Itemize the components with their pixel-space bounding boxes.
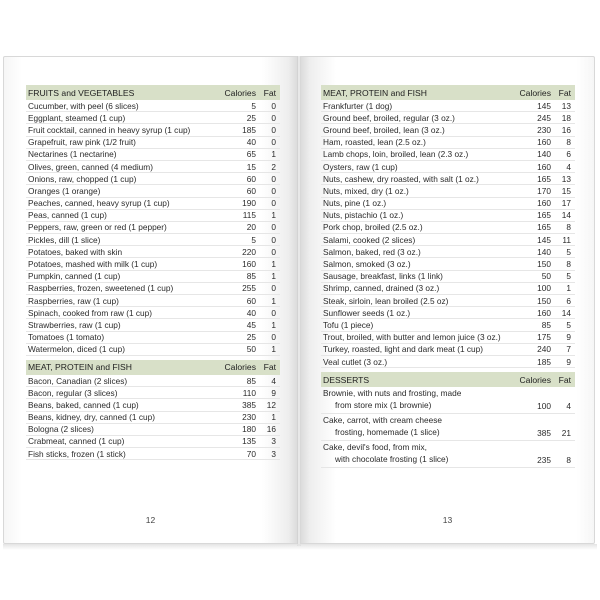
food-fat: 0: [271, 307, 276, 318]
food-row: [26, 399, 280, 411]
food-name: Peppers, raw, green or red (1 pepper): [28, 222, 167, 233]
food-name: Pickles, dill (1 slice): [28, 234, 101, 245]
food-row: [26, 307, 280, 319]
food-calories: 165: [537, 222, 551, 233]
calories-header: Calories: [224, 87, 256, 98]
food-fat: 6: [566, 149, 571, 160]
food-fat: 12: [266, 399, 276, 410]
food-fat: 4: [271, 375, 276, 386]
food-name: Oysters, raw (1 cup): [323, 161, 398, 172]
food-fat: 1: [271, 412, 276, 423]
food-calories: 190: [242, 198, 256, 209]
food-row: [26, 234, 280, 246]
food-calories: 40: [246, 137, 256, 148]
food-name: Bologna (2 slices): [28, 424, 94, 435]
food-name: Pork chop, broiled (2.5 oz.): [323, 222, 423, 233]
food-calories: 145: [537, 100, 551, 111]
food-calories: 45: [246, 319, 256, 330]
food-fat: 0: [271, 234, 276, 245]
food-calories: 170: [537, 185, 551, 196]
food-row: [26, 344, 280, 356]
food-calories: 5: [251, 100, 256, 111]
food-fat: 16: [561, 124, 571, 135]
food-calories: 145: [537, 234, 551, 245]
food-fat: 1: [271, 271, 276, 282]
food-fat: 1: [271, 319, 276, 330]
food-name-line1: Cake, carrot, with cream cheese: [323, 415, 442, 426]
food-row: [321, 258, 575, 270]
food-name-line1: Brownie, with nuts and frosting, made: [323, 388, 462, 399]
food-name: Trout, broiled, with butter and lemon juice (3 oz.): [323, 332, 501, 343]
food-name: Raspberries, frozen, sweetened (1 cup): [28, 283, 174, 294]
food-row: [321, 149, 575, 161]
food-calories: 185: [242, 124, 256, 135]
food-fat: 9: [271, 387, 276, 398]
food-name-line1: Cake, devil's food, from mix,: [323, 442, 427, 453]
food-calories: 160: [242, 259, 256, 270]
food-row: [321, 319, 575, 331]
food-calories: 60: [246, 173, 256, 184]
food-calories: 165: [537, 173, 551, 184]
food-calories: 85: [246, 271, 256, 282]
food-name: Bacon, Canadian (2 slices): [28, 375, 128, 386]
food-row: [321, 137, 575, 149]
food-name: Pumpkin, canned (1 cup): [28, 271, 121, 282]
food-name: Oranges (1 orange): [28, 185, 101, 196]
fat-header: Fat: [558, 87, 571, 98]
food-name: Olives, green, canned (4 medium): [28, 161, 153, 172]
food-fat: 14: [561, 210, 571, 221]
food-calories: 100: [537, 283, 551, 294]
food-row: [26, 112, 280, 124]
food-calories: 140: [537, 246, 551, 257]
food-calories: 135: [242, 436, 256, 447]
food-row: [26, 149, 280, 161]
food-calories: 115: [242, 210, 256, 221]
food-fat: 2: [271, 161, 276, 172]
food-name: Nuts, mixed, dry (1 oz.): [323, 185, 409, 196]
food-name: Onions, raw, chopped (1 cup): [28, 173, 137, 184]
food-name: Turkey, roasted, light and dark meat (1 cup): [323, 344, 484, 355]
food-calories: 110: [242, 387, 256, 398]
food-row: [26, 283, 280, 295]
food-fat: 0: [271, 246, 276, 257]
food-calories: 150: [537, 295, 551, 306]
section-header: [321, 85, 575, 100]
food-name: Nuts, pistachio (1 oz.): [323, 210, 404, 221]
food-name: Salmon, baked, red (3 oz.): [323, 246, 421, 257]
food-fat: 0: [271, 283, 276, 294]
food-calories: 180: [242, 424, 256, 435]
food-calories: 175: [537, 332, 551, 343]
food-calories: 160: [537, 198, 551, 209]
food-row: [26, 319, 280, 331]
food-row: [321, 124, 575, 136]
food-name: Grapefruit, raw pink (1/2 fruit): [28, 137, 136, 148]
food-calories: 165: [537, 210, 551, 221]
food-fat: 18: [561, 112, 571, 123]
food-fat: 0: [271, 124, 276, 135]
food-calories: 60: [246, 185, 256, 196]
food-row: [26, 271, 280, 283]
food-row: [321, 210, 575, 222]
food-fat: 4: [566, 161, 571, 172]
food-calories: 15: [246, 161, 256, 172]
food-row: [321, 332, 575, 344]
food-calories: 25: [246, 112, 256, 123]
food-fat: 0: [271, 222, 276, 233]
food-row: [321, 198, 575, 210]
calories-header: Calories: [519, 87, 551, 98]
food-row: [321, 100, 575, 112]
food-fat: 8: [566, 137, 571, 148]
food-row: [26, 412, 280, 424]
food-name: Peas, canned (1 cup): [28, 210, 107, 221]
calories-header: Calories: [519, 374, 551, 385]
food-calories: 100: [537, 401, 551, 412]
food-fat: 1: [271, 210, 276, 221]
food-name: [321, 442, 507, 465]
right-page: [300, 56, 595, 544]
food-name: Eggplant, steamed (1 cup): [28, 112, 126, 123]
food-row: [26, 137, 280, 149]
food-row: [26, 332, 280, 344]
food-name: Potatoes, mashed with milk (1 cup): [28, 259, 158, 270]
food-fat: 1: [566, 283, 571, 294]
food-fat: 0: [271, 198, 276, 209]
food-fat: 0: [271, 137, 276, 148]
food-fat: 0: [271, 173, 276, 184]
food-row: [26, 173, 280, 185]
food-calories: 150: [537, 259, 551, 270]
food-calories: 20: [246, 222, 256, 233]
food-name: Tomatoes (1 tomato): [28, 332, 105, 343]
section-title: MEAT, PROTEIN and FISH: [323, 87, 427, 98]
section-title: DESSERTS: [323, 374, 370, 385]
food-fat: 6: [566, 295, 571, 306]
left-page-content: [26, 85, 280, 460]
food-calories: 65: [246, 149, 256, 160]
food-name: Bacon, regular (3 slices): [28, 387, 118, 398]
food-row: [321, 246, 575, 258]
food-fat: 1: [271, 149, 276, 160]
page-number-right: 13: [442, 515, 453, 525]
food-fat: 9: [566, 356, 571, 367]
food-name: Peaches, canned, heavy syrup (1 cup): [28, 198, 170, 209]
food-name: Cucumber, with peel (6 slices): [28, 100, 139, 111]
food-fat: 9: [566, 332, 571, 343]
food-name: Crabmeat, canned (1 cup): [28, 436, 125, 447]
food-name: Sunflower seeds (1 oz.): [323, 307, 411, 318]
food-fat: 5: [566, 319, 571, 330]
food-fat: 1: [271, 259, 276, 270]
food-row: [321, 234, 575, 246]
food-calories: 40: [246, 307, 256, 318]
food-name: Beans, kidney, dry, canned (1 cup): [28, 412, 155, 423]
food-calories: 25: [246, 332, 256, 343]
food-name: Watermelon, diced (1 cup): [28, 344, 125, 355]
food-name: Veal cutlet (3 oz.): [323, 356, 388, 367]
section-header: [26, 360, 280, 375]
food-calories: 5: [251, 234, 256, 245]
food-fat: 13: [561, 100, 571, 111]
section-header: [321, 372, 575, 387]
food-fat: 4: [566, 401, 571, 412]
food-name: [321, 415, 507, 438]
food-row: [321, 414, 575, 441]
food-name: Salami, cooked (2 slices): [323, 234, 416, 245]
page-shadow: [3, 544, 597, 550]
food-fat: 1: [271, 344, 276, 355]
food-fat: 8: [566, 259, 571, 270]
food-name: [321, 388, 507, 411]
food-name: Ground beef, broiled, lean (3 oz.): [323, 124, 445, 135]
food-calories: 185: [537, 356, 551, 367]
food-row: [321, 173, 575, 185]
food-calories: 230: [242, 412, 256, 423]
food-name: Fruit cocktail, canned in heavy syrup (1 cup): [28, 124, 191, 135]
food-name: Nuts, cashew, dry roasted, with salt (1 oz.): [323, 173, 479, 184]
food-calories: 220: [242, 246, 256, 257]
food-row: [26, 198, 280, 210]
food-name: Spinach, cooked from raw (1 cup): [28, 307, 153, 318]
food-row: [321, 112, 575, 124]
food-name: Frankfurter (1 dog): [323, 100, 393, 111]
food-name: Nectarines (1 nectarine): [28, 149, 117, 160]
food-row: [321, 356, 575, 368]
food-fat: 8: [566, 455, 571, 466]
food-fat: 0: [271, 185, 276, 196]
food-row: [321, 387, 575, 414]
food-name: Steak, sirloin, lean broiled (2.5 oz): [323, 295, 449, 306]
food-calories: 245: [537, 112, 551, 123]
section-header: [26, 85, 280, 100]
food-row: [26, 387, 280, 399]
food-row: [26, 258, 280, 270]
food-fat: 14: [561, 307, 571, 318]
food-row: [321, 161, 575, 173]
food-name: Tofu (1 piece): [323, 319, 374, 330]
food-name: Lamb chops, loin, broiled, lean (2.3 oz.): [323, 149, 469, 160]
food-fat: 7: [566, 344, 571, 355]
section-title: FRUITS and VEGETABLES: [28, 87, 135, 98]
food-row: [26, 448, 280, 460]
food-row: [26, 100, 280, 112]
food-name-line2: with chocolate frosting (1 slice): [335, 453, 449, 464]
fat-header: Fat: [263, 87, 276, 98]
food-fat: 16: [266, 424, 276, 435]
food-calories: 385: [537, 428, 551, 439]
food-fat: 3: [271, 436, 276, 447]
food-row: [321, 344, 575, 356]
food-name-line2: frosting, homemade (1 slice): [335, 426, 440, 437]
food-fat: 11: [562, 234, 571, 245]
food-row: [321, 222, 575, 234]
food-calories: 50: [246, 344, 256, 355]
food-fat: 3: [271, 448, 276, 459]
food-row: [321, 441, 575, 468]
food-fat: 1: [271, 295, 276, 306]
food-row: [26, 436, 280, 448]
food-fat: 0: [271, 332, 276, 343]
food-row: [26, 375, 280, 387]
calories-header: Calories: [224, 362, 256, 373]
food-row: [321, 295, 575, 307]
food-fat: 5: [566, 246, 571, 257]
food-calories: 60: [246, 295, 256, 306]
food-name: Sausage, breakfast, links (1 link): [323, 271, 443, 282]
food-calories: 160: [537, 161, 551, 172]
food-calories: 140: [537, 149, 551, 160]
food-name: Ground beef, broiled, regular (3 oz.): [323, 112, 455, 123]
food-calories: 70: [246, 448, 256, 459]
food-row: [26, 124, 280, 136]
food-name: Ham, roasted, lean (2.5 oz.): [323, 137, 426, 148]
food-fat: 5: [566, 271, 571, 282]
fat-header: Fat: [263, 362, 276, 373]
left-page: [3, 56, 298, 544]
food-calories: 85: [246, 375, 256, 386]
food-name: Strawberries, raw (1 cup): [28, 319, 121, 330]
food-row: [321, 283, 575, 295]
food-name-line2: from store mix (1 brownie): [335, 399, 432, 410]
food-calories: 255: [242, 283, 256, 294]
food-fat: 15: [561, 185, 571, 196]
food-row: [26, 210, 280, 222]
open-booklet: [3, 56, 597, 548]
food-fat: 21: [561, 428, 571, 439]
food-name: Salmon, smoked (3 oz.): [323, 259, 411, 270]
food-row: [26, 161, 280, 173]
food-row: [26, 424, 280, 436]
food-calories: 385: [242, 399, 256, 410]
right-page-content: [321, 85, 575, 468]
food-calories: 235: [537, 455, 551, 466]
food-calories: 50: [541, 271, 551, 282]
food-fat: 0: [271, 100, 276, 111]
page-number-left: 12: [145, 515, 156, 525]
food-calories: 160: [537, 137, 551, 148]
food-row: [321, 307, 575, 319]
food-fat: 0: [271, 112, 276, 123]
food-calories: 240: [537, 344, 551, 355]
food-row: [26, 185, 280, 197]
food-name: Beans, baked, canned (1 cup): [28, 399, 139, 410]
food-name: Nuts, pine (1 oz.): [323, 198, 387, 209]
food-row: [26, 295, 280, 307]
food-fat: 17: [561, 198, 571, 209]
fat-header: Fat: [558, 374, 571, 385]
food-fat: 8: [566, 222, 571, 233]
food-row: [26, 222, 280, 234]
food-fat: 13: [561, 173, 571, 184]
food-name: Raspberries, raw (1 cup): [28, 295, 119, 306]
food-name: Potatoes, baked with skin: [28, 246, 123, 257]
section-title: MEAT, PROTEIN and FISH: [28, 362, 132, 373]
food-calories: 85: [541, 319, 551, 330]
food-row: [321, 185, 575, 197]
food-row: [321, 271, 575, 283]
food-name: Fish sticks, frozen (1 stick): [28, 448, 126, 459]
food-calories: 230: [537, 124, 551, 135]
food-row: [26, 246, 280, 258]
food-name: Shrimp, canned, drained (3 oz.): [323, 283, 440, 294]
food-calories: 160: [537, 307, 551, 318]
